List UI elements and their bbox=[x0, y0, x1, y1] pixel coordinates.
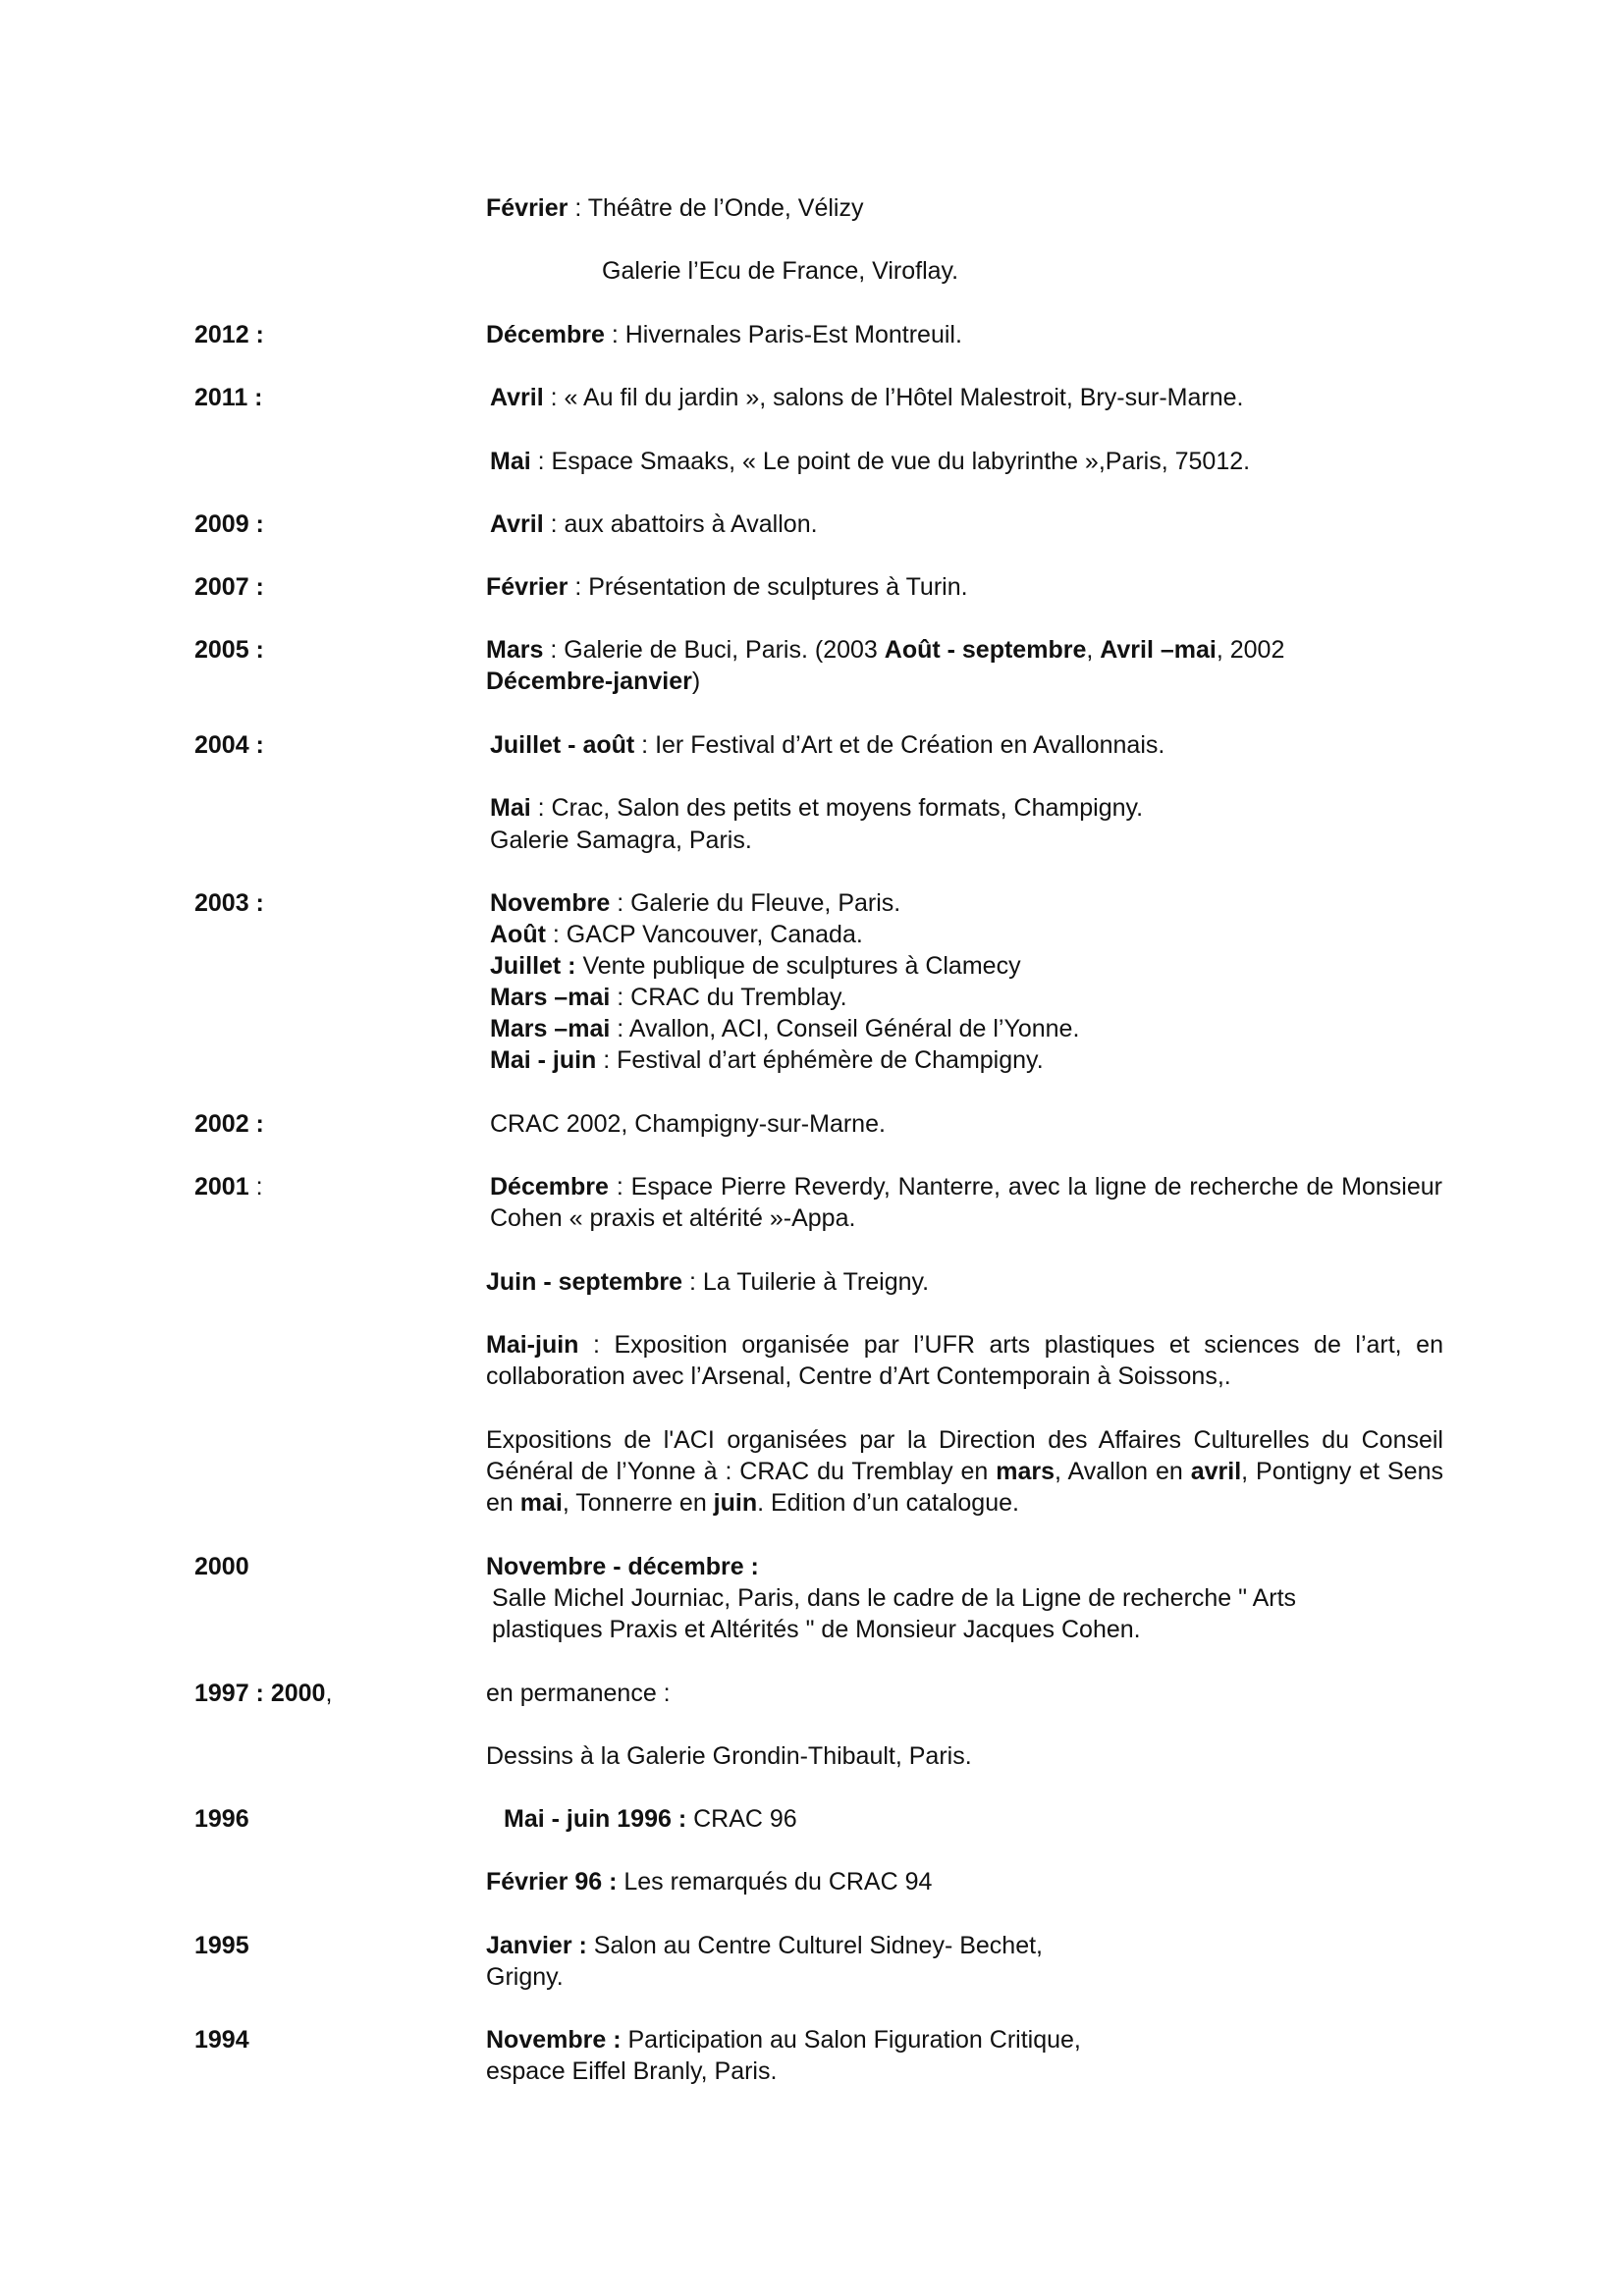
month-label: juin bbox=[713, 1489, 758, 1517]
entry-paragraph bbox=[486, 1329, 1443, 1392]
entry-line bbox=[486, 192, 863, 224]
entry-text: : Théâtre de l’Onde, Vélizy bbox=[568, 194, 864, 222]
entry-line bbox=[490, 382, 1243, 413]
entry-text: Salle Michel Journiac, Paris, dans le cadre de la Ligne de recherche " Arts bbox=[492, 1584, 1297, 1612]
entry-text: : Espace Pierre Reverdy, Nanterre, avec la ligne de recherche de Monsieur Cohen « praxis et altérité »-Appa. bbox=[490, 1173, 1442, 1232]
year-label: 2009 : bbox=[194, 510, 264, 538]
entry-text: CRAC 2002, Champigny-sur-Marne. bbox=[490, 1110, 886, 1138]
entry-text: espace Eiffel Branly, Paris. bbox=[486, 2057, 778, 2085]
entry-text: Expositions de l'ACI organisées par la Direction des Affaires Culturelles du Conseil Général de l’Yonne à : CRAC du Tremblay en bbox=[486, 1426, 1443, 1485]
entry-text: : Festival d’art éphémère de Champigny. bbox=[596, 1046, 1044, 1074]
year-label: 1994 bbox=[194, 2026, 249, 2054]
entry-text: , 2002 bbox=[1216, 636, 1285, 664]
entry-text: : Exposition organisée par l’UFR arts plastiques et sciences de l’art, en collaboration avec l’Arsenal, Centre d’Art Contemporain à Soissons,. bbox=[486, 1331, 1443, 1390]
entry-text: Dessins à la Galerie Grondin-Thibault, Paris. bbox=[486, 1742, 972, 1770]
entry-text: Participation au Salon Figuration Critique, bbox=[621, 2026, 1081, 2054]
entry-line bbox=[492, 1614, 1141, 1645]
entry-text: : Espace Smaaks, « Le point de vue du labyrinthe »,Paris, 75012. bbox=[530, 448, 1251, 475]
entry-line bbox=[602, 255, 958, 287]
month-label: Mars –mai bbox=[490, 1015, 611, 1042]
month-label: Mai-juin bbox=[486, 1331, 579, 1359]
month-label: Janvier : bbox=[486, 1932, 587, 1959]
month-label: Juillet : bbox=[490, 952, 576, 980]
entry-line bbox=[486, 634, 1284, 666]
year-label: 2004 : bbox=[194, 731, 264, 759]
entry-line bbox=[490, 825, 752, 856]
entry-text: Galerie l’Ecu de France, Viroflay. bbox=[602, 257, 959, 285]
month-label: mai bbox=[519, 1489, 563, 1517]
entry-line bbox=[490, 446, 1250, 477]
entry-text: : Galerie de Buci, Paris. (2003 bbox=[543, 636, 885, 664]
entry-text: : Galerie du Fleuve, Paris. bbox=[610, 889, 901, 917]
month-label: Mars bbox=[486, 636, 544, 664]
entry-line bbox=[490, 1013, 1079, 1044]
entry-line bbox=[492, 1582, 1296, 1614]
entry-text: Vente publique de sculptures à Clamecy bbox=[575, 952, 1021, 980]
entry-line bbox=[490, 508, 818, 540]
entry-text: : La Tuilerie à Treigny. bbox=[682, 1268, 930, 1296]
entry-line bbox=[486, 1930, 1043, 1961]
year-label bbox=[194, 1678, 332, 1709]
entry-line bbox=[490, 919, 863, 950]
month-label: avril bbox=[1190, 1458, 1242, 1485]
entry-line bbox=[490, 950, 1021, 982]
year-label: 2007 : bbox=[194, 573, 264, 601]
month-label: Novembre bbox=[490, 889, 611, 917]
month-label: Août bbox=[490, 921, 546, 948]
month-label: Novembre - décembre : bbox=[486, 1553, 759, 1580]
entry-text: Galerie Samagra, Paris. bbox=[490, 827, 752, 854]
entry-line bbox=[486, 1961, 564, 1993]
month-label: Avril bbox=[490, 384, 544, 411]
entry-line bbox=[490, 982, 847, 1013]
year-label: 1996 bbox=[194, 1805, 249, 1833]
entry-text: , Tonnerre en bbox=[562, 1489, 714, 1517]
year-label: 1995 bbox=[194, 1932, 249, 1959]
month-label: Février 96 : bbox=[486, 1868, 618, 1896]
entry-line bbox=[504, 1803, 797, 1835]
month-label: Juin - septembre bbox=[486, 1268, 683, 1296]
entry-line bbox=[486, 2056, 777, 2087]
month-label: Décembre bbox=[490, 1173, 609, 1201]
entry-paragraph bbox=[490, 1171, 1442, 1234]
entry-text: : « Au fil du jardin », salons de l’Hôtel Malestroit, Bry-sur-Marne. bbox=[543, 384, 1244, 411]
entry-line bbox=[486, 571, 968, 603]
entry-text: Grigny. bbox=[486, 1963, 564, 1991]
entry-text: plastiques Praxis et Altérités " de Monsieur Jacques Cohen. bbox=[492, 1616, 1141, 1643]
entry-line bbox=[486, 319, 962, 350]
entry-line bbox=[490, 887, 900, 919]
year-label: 2000 bbox=[194, 1553, 249, 1580]
month-label: Février bbox=[486, 194, 568, 222]
year-suffix: : bbox=[248, 1173, 263, 1201]
entry-paragraph bbox=[486, 1424, 1443, 1519]
entry-line bbox=[490, 729, 1164, 761]
month-label: Août - septembre bbox=[884, 636, 1087, 664]
year-suffix: , bbox=[325, 1680, 333, 1707]
entry-line bbox=[486, 1866, 932, 1897]
entry-line bbox=[486, 1551, 759, 1582]
entry-text: : GACP Vancouver, Canada. bbox=[545, 921, 863, 948]
entry-text: : Hivernales Paris-Est Montreuil. bbox=[604, 321, 962, 348]
entry-text: , Pontigny et Sens en bbox=[486, 1458, 1443, 1517]
entry-text: : Présentation de sculptures à Turin. bbox=[568, 573, 968, 601]
month-label: Février bbox=[486, 573, 568, 601]
year-value: 1997 : 2000 bbox=[194, 1680, 326, 1707]
month-label: Décembre-janvier bbox=[486, 667, 692, 695]
entry-text: en permanence : bbox=[486, 1680, 671, 1707]
month-label: Avril bbox=[490, 510, 544, 538]
year-label bbox=[194, 1171, 263, 1202]
entry-text: CRAC 96 bbox=[686, 1805, 797, 1833]
entry-line bbox=[490, 792, 1143, 824]
entry-text: ) bbox=[691, 667, 701, 695]
year-label: 2002 : bbox=[194, 1110, 264, 1138]
year-label: 2003 : bbox=[194, 889, 264, 917]
month-label: mars bbox=[996, 1458, 1056, 1485]
month-label: Avril –mai bbox=[1100, 636, 1217, 664]
year-label: 2012 : bbox=[194, 321, 264, 348]
month-label: Mai bbox=[490, 794, 531, 822]
year-label: 2005 : bbox=[194, 636, 264, 664]
entry-line bbox=[490, 1108, 886, 1140]
month-label: Mai - juin 1996 : bbox=[504, 1805, 687, 1833]
entry-line bbox=[486, 1740, 972, 1772]
entry-text: Les remarqués du CRAC 94 bbox=[617, 1868, 933, 1896]
entry-text: , Avallon en bbox=[1055, 1458, 1191, 1485]
month-label: Novembre : bbox=[486, 2026, 622, 2054]
entry-line bbox=[490, 1044, 1044, 1076]
month-label: Mai - juin bbox=[490, 1046, 597, 1074]
entry-line bbox=[486, 1678, 671, 1709]
entry-text: : aux abattoirs à Avallon. bbox=[543, 510, 818, 538]
entry-line bbox=[486, 1266, 929, 1298]
entry-text: : CRAC du Tremblay. bbox=[610, 984, 847, 1011]
month-label: Mai bbox=[490, 448, 531, 475]
month-label: Juillet - août bbox=[490, 731, 635, 759]
entry-text: : Ier Festival d’Art et de Création en Avallonnais. bbox=[634, 731, 1165, 759]
entry-text: , bbox=[1086, 636, 1101, 664]
year-value: 2001 bbox=[194, 1173, 249, 1201]
month-label: Décembre bbox=[486, 321, 605, 348]
entry-text: Salon au Centre Culturel Sidney- Bechet, bbox=[586, 1932, 1043, 1959]
month-label: Mars –mai bbox=[490, 984, 611, 1011]
year-label: 2011 : bbox=[194, 384, 263, 411]
entry-text: : Crac, Salon des petits et moyens formats, Champigny. bbox=[530, 794, 1144, 822]
entry-text: : Avallon, ACI, Conseil Général de l’Yonne. bbox=[610, 1015, 1080, 1042]
entry-line bbox=[486, 666, 700, 697]
entry-text: . Edition d’un catalogue. bbox=[757, 1489, 1019, 1517]
entry-line bbox=[486, 2024, 1081, 2056]
